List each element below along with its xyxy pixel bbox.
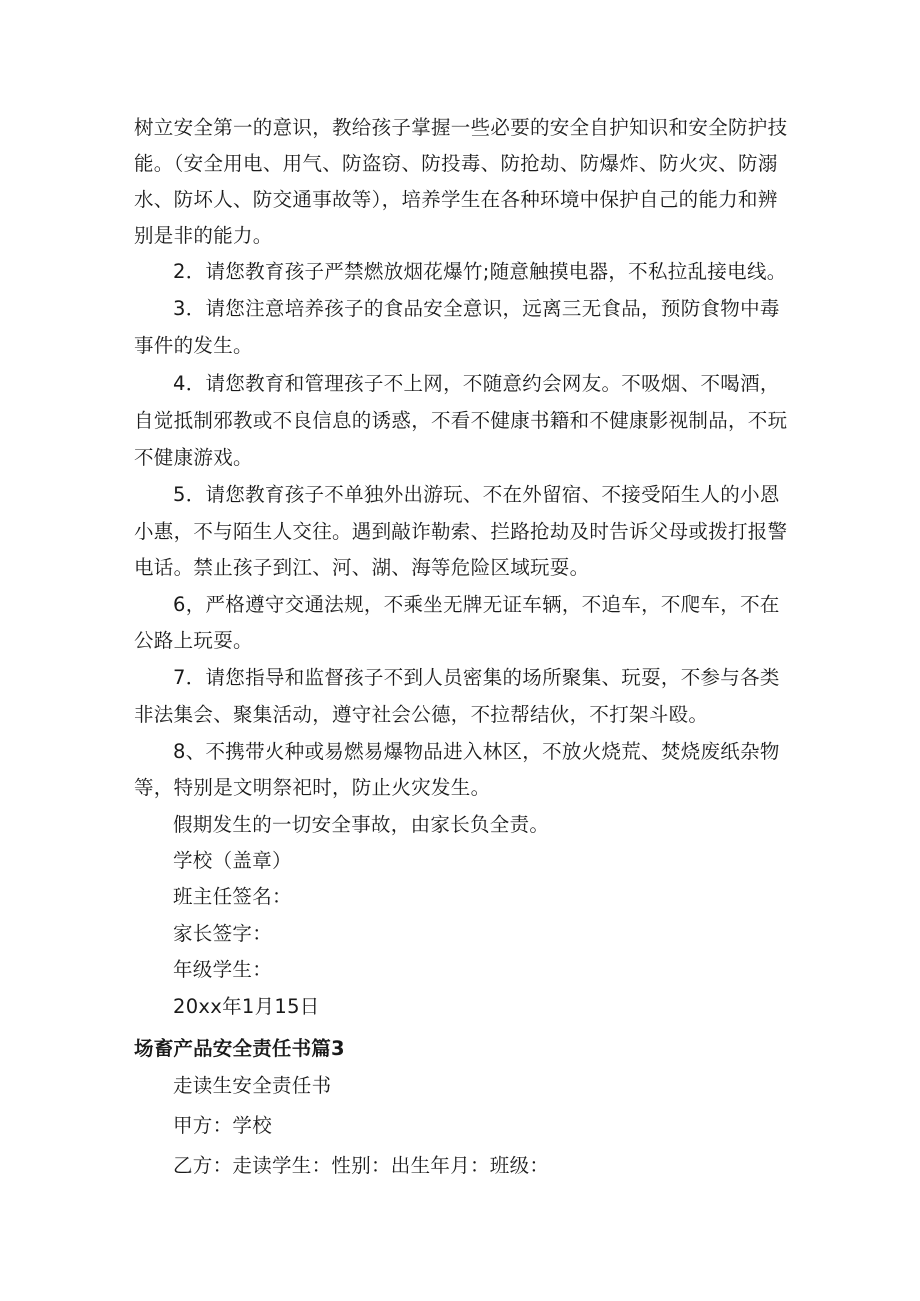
- document-date: 20xx年1月15日: [173, 995, 320, 1018]
- signature-school: 学校（盖章）: [173, 849, 292, 872]
- signature-teacher: 班主任签名：: [173, 885, 292, 908]
- paragraph-line: 非法集会、聚集活动，遵守社会公德，不拉帮结伙，不打架斗殴。: [134, 703, 709, 726]
- paragraph-line: 2．请您教育孩子严禁燃放烟花爆竹;随意触摸电器，不私拉乱接电线。: [173, 260, 787, 283]
- paragraph-line: 水、防坏人、防交通事故等），培养学生在各种环境中保护自己的能力和辨: [134, 188, 778, 211]
- section-subtitle: 走读生安全责任书: [173, 1074, 332, 1097]
- signature-student: 年级学生：: [173, 958, 273, 981]
- paragraph-line: 树立安全第一的意识，教给孩子掌握一些必要的安全自护知识和安全防护技: [134, 116, 788, 139]
- paragraph-line: 能。（安全用电、用气、防盗窃、防投毒、防抢劫、防爆炸、防火灾、防溺: [134, 152, 778, 175]
- signature-parent: 家长签字：: [173, 922, 273, 945]
- party-a-line: 甲方：学校: [173, 1114, 273, 1137]
- paragraph-line: 8、不携带火种或易燃易爆物品进入林区，不放火烧荒、焚烧废纸杂物: [173, 740, 780, 763]
- paragraph-line: 事件的发生。: [134, 334, 253, 357]
- paragraph-line: 小惠，不与陌生人交往。遇到敲诈勒索、拦路抢劫及时告诉父母或拨打报警: [134, 520, 788, 543]
- paragraph-line: 公路上玩耍。: [134, 629, 253, 652]
- paragraph-line: 假期发生的一切安全事故，由家长负全责。: [173, 813, 550, 836]
- section-heading: 场畜产品安全责任书篇3: [134, 1037, 345, 1060]
- party-b-line: 乙方：走读学生：性别：出生年月：班级：: [173, 1154, 550, 1177]
- paragraph-line: 5．请您教育孩子不单独外出游玩、不在外留宿、不接受陌生人的小恩: [173, 483, 780, 506]
- paragraph-line: 自觉抵制邪教或不良信息的诱惑，不看不健康书籍和不健康影视制品，不玩: [134, 409, 788, 432]
- paragraph-line: 电话。禁止孩子到江、河、湖、海等危险区域玩耍。: [134, 556, 590, 579]
- paragraph-line: 3．请您注意培养孩子的食品安全意识，远离三无食品，预防食物中毒: [173, 297, 780, 320]
- paragraph-line: 4．请您教育和管理孩子不上网，不随意约会网友。不吸烟、不喝酒，: [173, 372, 780, 395]
- paragraph-line: 7．请您指导和监督孩子不到人员密集的场所聚集、玩耍，不参与各类: [173, 666, 780, 689]
- paragraph-line: 别是非的能力。: [134, 224, 273, 247]
- paragraph-line: 不健康游戏。: [134, 446, 253, 469]
- paragraph-line: 等，特别是文明祭祀时，防止火灾发生。: [134, 776, 491, 799]
- paragraph-line: 6，严格遵守交通法规，不乘坐无牌无证车辆，不追车，不爬车，不在: [173, 593, 780, 616]
